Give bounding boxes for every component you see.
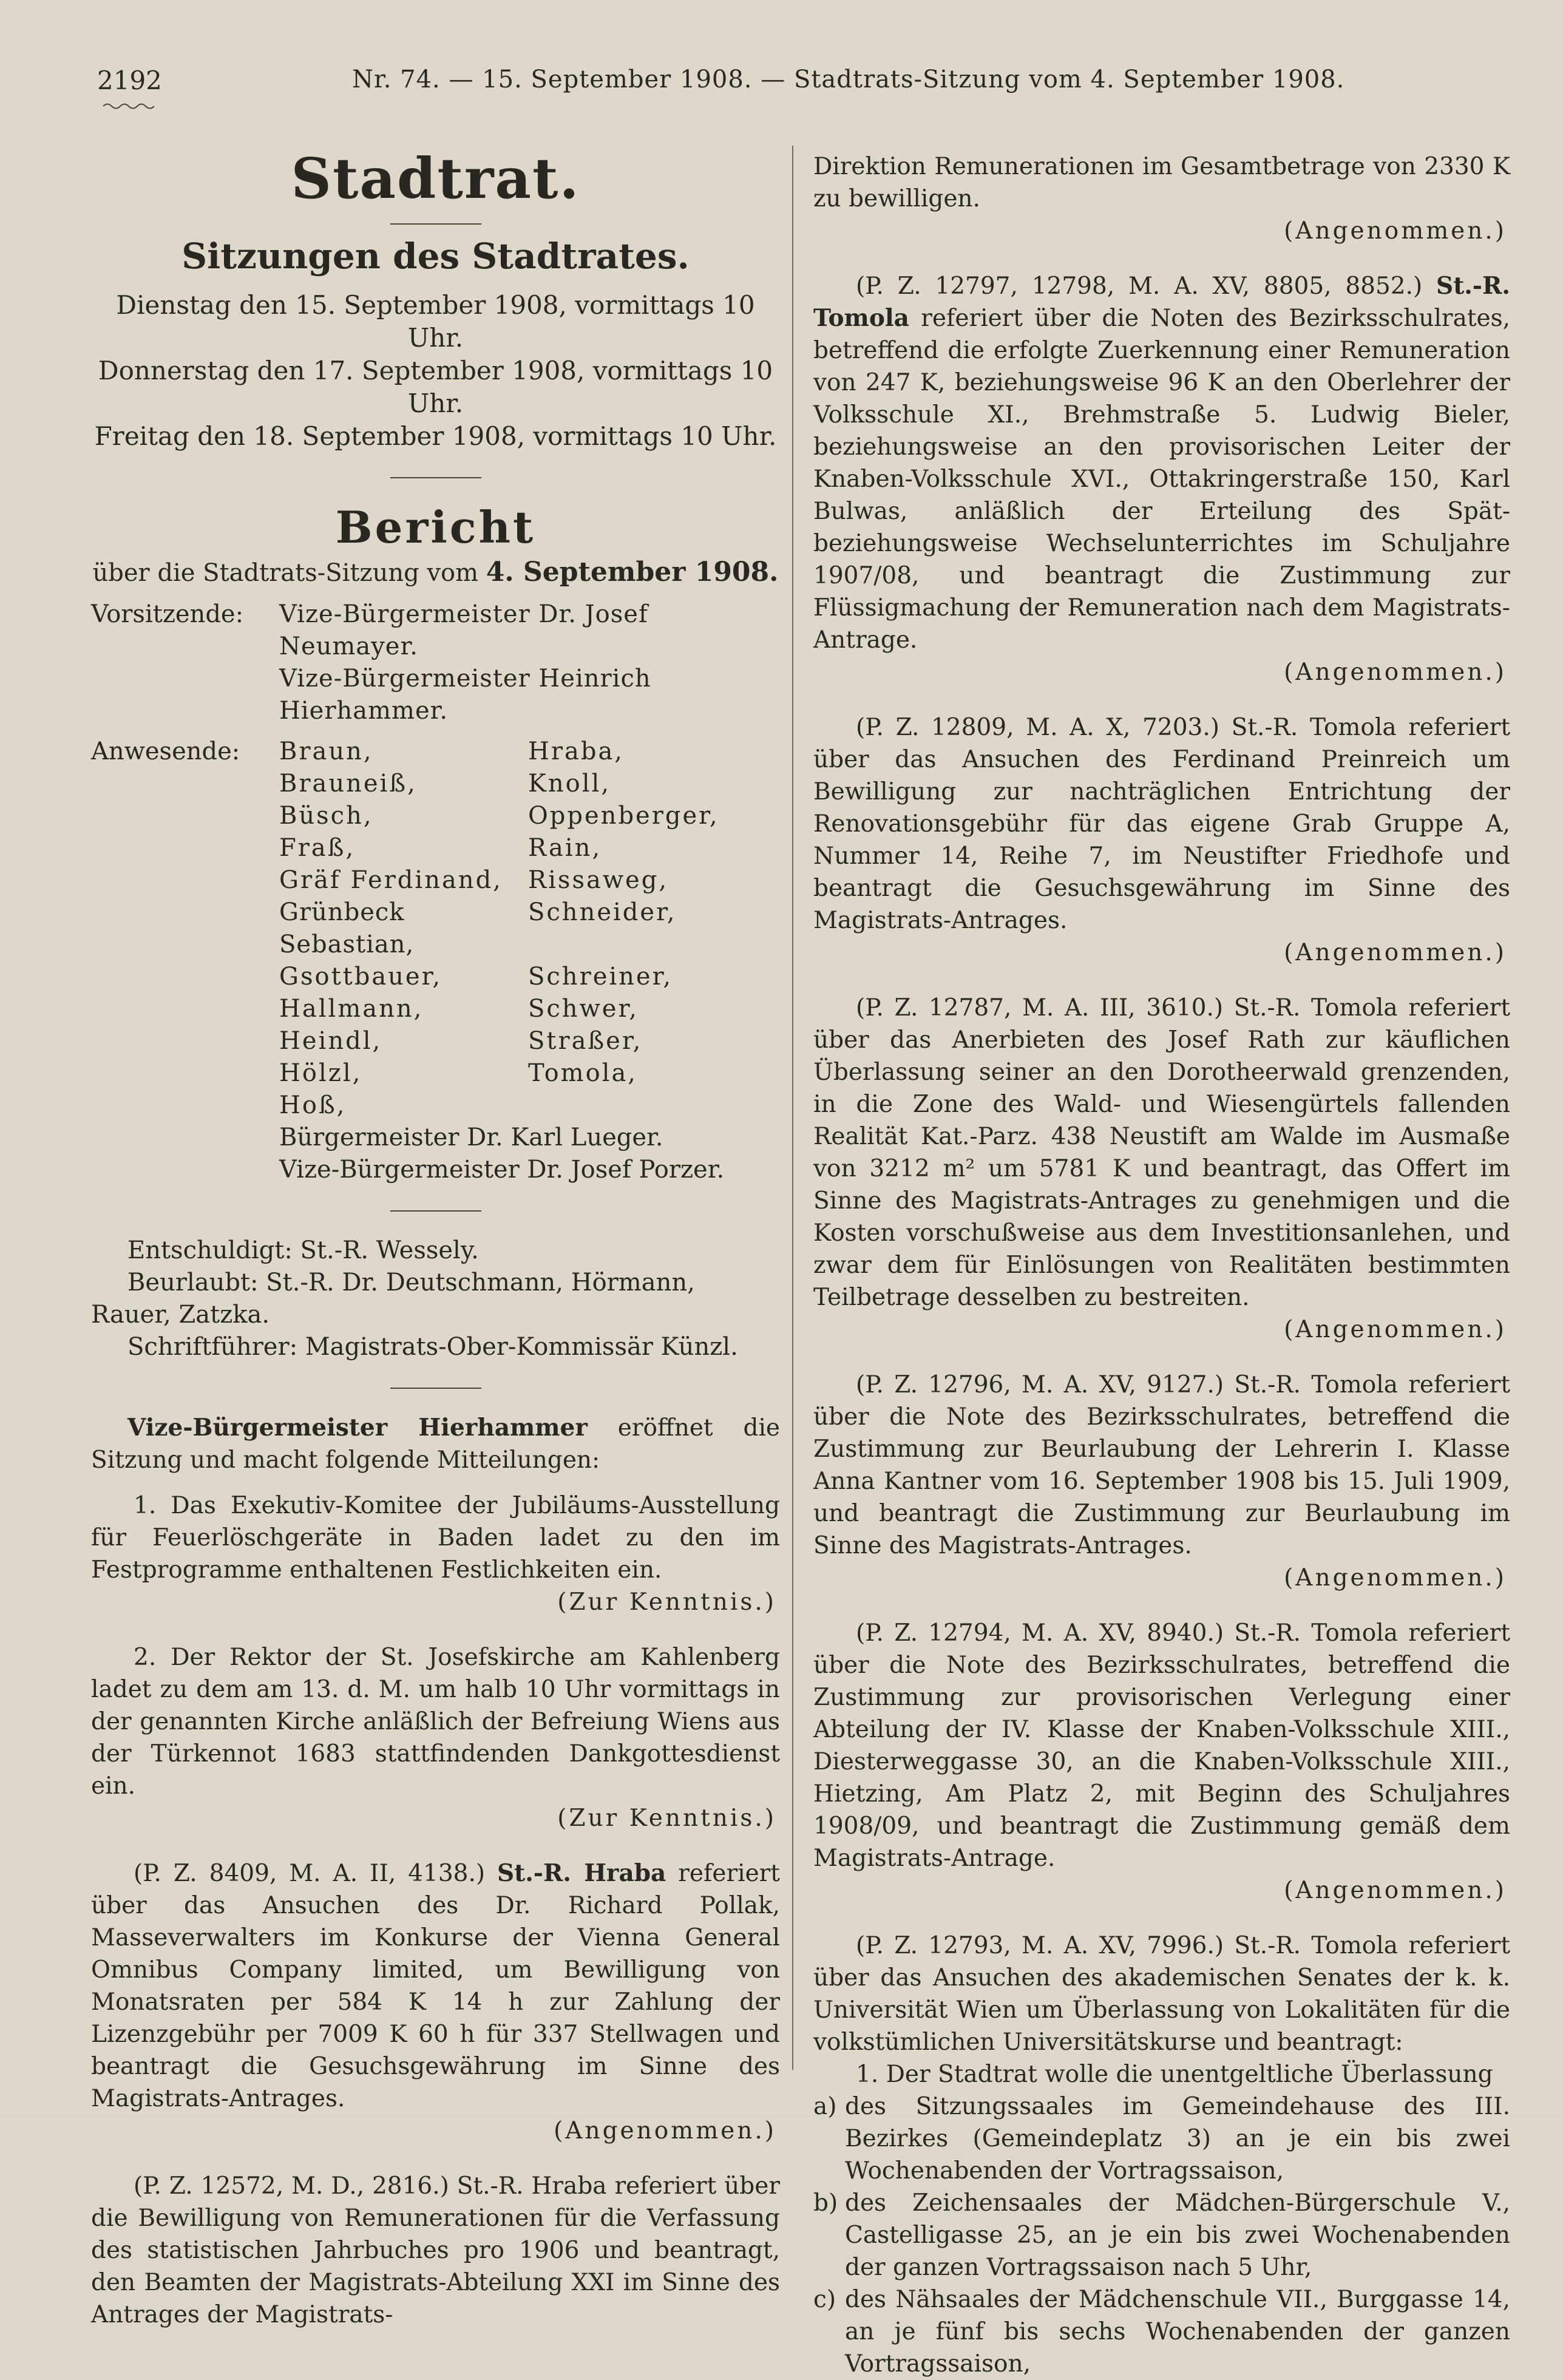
present-member: Schwer, — [528, 995, 639, 1023]
attendance-table — [91, 598, 780, 1186]
session-date: Freitag den 18. September 1908, vormittags 10 Uhr. — [94, 421, 777, 451]
item-note: (Angenommen.) — [1284, 1316, 1507, 1343]
session-date: Donnerstag den 17. September 1908, vormittags 10 Uhr. — [98, 356, 773, 418]
running-head — [97, 66, 1432, 108]
present-member: Hoß, — [279, 1091, 347, 1119]
opening-text: eröffnet die Sitzung und macht folgende Mitteilungen: — [91, 1414, 780, 1474]
present-member: Fraß, — [279, 834, 356, 862]
present-member: Rissaweg, — [528, 866, 669, 894]
item-12809: (P. Z. 12809, M. A. X, 7203.) St.-R. Tomola referiert über das Ansuchen des Ferdinand Preinreich um Bewilligung zur nachträglichen Entrichtung der Renovationsgebühr für das eigene Grab Gruppe A, Nummer 14, Reihe 7, im Neustifter Friedhofe und beantragt die Gesuchsgewährung im Sinne des Magistrats-Antrages. — [813, 714, 1510, 934]
opening-speaker: Vize-Bürgermeister Hierhammer — [127, 1414, 588, 1442]
continuation-note: (Angenommen.) — [1284, 217, 1507, 245]
sessions-heading: Sitzungen des Stadtrates. — [181, 236, 690, 277]
item-text: referiert über das Ansuchen des Dr. Richard Pollak, Masseverwalters im Konkurse der Vienna General Omnibus Company limited, um Bewilligung von Monatsraten per 584 K 14 h zur Zahlung der Lizenzgebühr per 7009 K 60 h für 337 Stellwagen und beantragt die Gesuchsgewährung im Sinne des Magistrats-Antrages. — [91, 1860, 780, 2112]
item-12793: (P. Z. 12793, M. A. XV, 7996.) St.-R. Tomola referiert über das Ansuchen des akademischen Senates der k. k. Universität Wien um Überlassung von Lokalitäten für die volkstümlichen Universitätskurse und beantragt: — [813, 1932, 1510, 2056]
excused-line: Entschuldigt: St.-R. Wessely. — [127, 1236, 479, 1264]
item-12796: (P. Z. 12796, M. A. XV, 9127.) St.-R. Tomola referiert über die Note des Bezirksschulrates, betreffend die Zustimmung zur Beurlaubung der Lehrerin I. Klasse Anna Kantner vom 16. September 1908 bis 15. Juli 1909, und beantragt die Zustimmung zur Beurlaubung im Sinne des Magistrats-Antrages. — [813, 1371, 1510, 1559]
list-letter: c) — [813, 2286, 836, 2313]
present-label: Anwesende: — [91, 737, 240, 765]
present-member: Hallmann, — [279, 995, 424, 1023]
running-headline: Nr. 74. — 15. September 1908. — Stadtrats-Sitzung vom 4. September 1908. — [352, 66, 1345, 93]
rule — [390, 1388, 481, 1389]
item-12793-point-1: 1. Der Stadtrat wolle die unentgeltliche Überlassung — [856, 2061, 1493, 2088]
list-text: des Zeichensaales der Mädchen-Bürgerschule V., Castelligasse 25, an je ein bis zwei Wochenabenden der ganzen Vortragssaison nach 5 Uhr, — [845, 2189, 1510, 2281]
chair-name: Vize-Bürgermeister Heinrich Hierhammer. — [279, 665, 651, 725]
item-ref: (P. Z. 8409, M. A. II, 4138.) — [134, 1860, 486, 1887]
item-note: (Angenommen.) — [1284, 939, 1507, 966]
rule — [390, 1210, 481, 1212]
item-speaker: St.-R. Tomola — [813, 272, 1510, 332]
present-member: Straßer, — [528, 1027, 643, 1055]
present-member: Brauneiß, — [279, 770, 417, 798]
rule — [390, 223, 481, 225]
item-speaker: St.-R. Hraba — [497, 1859, 666, 1887]
vice-mayor: Vize-Bürgermeister Dr. Josef Porzer. — [279, 1156, 725, 1184]
notice-1-note: (Zur Kenntnis.) — [557, 1588, 776, 1616]
notice-1: 1. Das Exekutiv-Komitee der Jubiläums-Ausstellung für Feuerlöschgeräte in Baden ladet zu den im Festprogramme enthaltenen Festlichkeiten ein. — [91, 1492, 780, 1584]
item-12572: (P. Z. 12572, M. D., 2816.) St.-R. Hraba referiert über die Bewilligung von Remunerationen für die Verfassung des statistischen Jahrbuches pro 1906 und beantragt, den Beamten der Magistrats-Abteilung XXI im Sinne des Antrages der Magistrats- — [91, 2172, 780, 2328]
section-title: Stadtrat. — [291, 146, 580, 211]
list-text: des Nähsaales der Mädchenschule VII., Burggasse 14, an je fünf bis sechs Wochenabenden der ganzen Vortragssaison, — [845, 2286, 1510, 2378]
opening-paragraph — [91, 1412, 780, 2331]
present-member: Grünbeck Sebastian, — [279, 898, 415, 958]
present-member: Knoll, — [528, 770, 611, 798]
session-date: Dienstag den 15. September 1908, vormittags 10 Uhr. — [116, 290, 755, 353]
present-member: Hraba, — [528, 737, 625, 765]
chair-label: Vorsitzende: — [91, 600, 244, 628]
present-member: Gsottbauer, — [279, 963, 442, 991]
item-note: (Angenommen.) — [1284, 659, 1507, 686]
list-text: des Sitzungssaales im Gemeindehause des III. Bezirkes (Gemeindeplatz 3) an je ein bis zwei Wochenabenden der Vortragssaison, — [845, 2093, 1510, 2185]
wavy-underline — [103, 102, 158, 110]
list-letter: b) — [813, 2189, 838, 2217]
item-12787: (P. Z. 12787, M. A. III, 3610.) St.-R. Tomola referiert über das Anerbieten des Josef Rath zur käuflichen Überlassung seiner an den Dorotheerwald grenzenden, in die Zone des Wald- und Wiesengürtels fallenden Realität Kat.-Parz. 438 Neustift am Walde im Ausmaße von 3212 m² um 5781 K und beantragt, das Offert im Sinne des Magistrats-Antrages zu genehmigen und die Kosten vorschußweise aus dem Investitionsanlehen, und zwar dem für Einlösungen von Realitäten bestimmten Teilbetrage desselben zu bestreiten. — [813, 994, 1510, 1311]
page-number: 2192 — [97, 66, 162, 95]
report-subtitle — [91, 555, 780, 590]
present-member: Schreiner, — [528, 963, 673, 991]
continuation: Direktion Remunerationen im Gesamtbetrage von 2330 K zu bewilligen. — [813, 153, 1510, 212]
list-item — [813, 2090, 1510, 2187]
report-subtitle-text: über die Stadtrats-Sitzung vom — [92, 559, 479, 587]
mayor: Bürgermeister Dr. Karl Lueger. — [279, 1124, 663, 1151]
notice-2: 2. Der Rektor der St. Josefskirche am Kahlenberg ladet zu dem am 13. d. M. um halb 10 Uhr vormittags in der genannten Kirche anläßlich der Befreiung Wiens aus der Türkennot 1683 stattfindenden Dankgottesdienst ein. — [91, 1644, 780, 1800]
session-dates — [91, 289, 780, 453]
secretary-line: Schriftführer: Magistrats-Ober-Kommissär Künzl. — [127, 1333, 738, 1361]
right-text — [813, 151, 1510, 2380]
item-text: referiert über die Noten des Bezirksschulrates, betreffend die erfolgte Zuerkennung einer Remuneration von 247 K, beziehungsweise 96 K an den Oberlehrer der Volksschule XI., Brehmstraße 5. Ludwig Bieler, beziehungsweise an den provisorischen Leiter der Knaben-Volksschule XVI., Ottakringerstraße 150, Karl Bulwas, anläßlich der Erteilung des Spät- beziehungsweise Wechselunterrichtes im Schuljahre 1907/08, und beantragt die Zustimmung zur Flüssigmachung der Remuneration nach dem Magistrats-Antrage. — [813, 305, 1510, 654]
report-subtitle-date: 4. September 1908. — [486, 557, 779, 588]
item-ref: (P. Z. 12797, 12798, M. A. XV, 8805, 8852.) — [856, 273, 1423, 300]
left-column — [91, 140, 780, 2331]
item-note: (Angenommen.) — [1284, 1877, 1507, 1904]
list-item — [813, 2283, 1510, 2380]
present-member: Oppenberger, — [528, 802, 719, 830]
leave-line: Beurlaubt: St.-R. Dr. Deutschmann, Hörmann, — [127, 1269, 695, 1297]
item-note: (Angenommen.) — [554, 2117, 776, 2144]
item-12794: (P. Z. 12794, M. A. XV, 8940.) St.-R. Tomola referiert über die Note des Bezirksschulrates, betreffend die Zustimmung zur provisorischen Verlegung einer Abteilung der IV. Klasse der Knaben-Volksschule XIII., Diesterweggasse 30, an die Knaben-Volksschule XIII., Hietzing, Am Platz 2, mit Beginn des Schuljahres 1908/09, und beantragt die Zustimmung gemäß dem Magistrats-Antrage. — [813, 1619, 1510, 1872]
absences — [91, 1235, 780, 1363]
present-member: Braun, — [279, 737, 373, 765]
list-item — [813, 2187, 1510, 2283]
present-member: Hölzl, — [279, 1059, 362, 1087]
report-title: Bericht — [335, 501, 536, 553]
present-member: Gräf Ferdinand, — [279, 866, 503, 894]
right-column — [813, 151, 1510, 2380]
present-member: Rain, — [528, 834, 602, 862]
present-member: Schneider, — [528, 898, 677, 926]
chair-name: Vize-Bürgermeister Dr. Josef Neumayer. — [279, 600, 648, 660]
item-note: (Angenommen.) — [1284, 1564, 1507, 1592]
present-member: Heindl, — [279, 1027, 382, 1055]
list-letter: a) — [813, 2093, 837, 2120]
present-member: Tomola, — [528, 1059, 638, 1087]
leave-line: Rauer, Zatzka. — [91, 1301, 270, 1329]
rule — [390, 477, 481, 478]
column-divider — [792, 146, 793, 2070]
notice-2-note: (Zur Kenntnis.) — [557, 1805, 776, 1832]
present-member: Büsch, — [279, 802, 373, 830]
